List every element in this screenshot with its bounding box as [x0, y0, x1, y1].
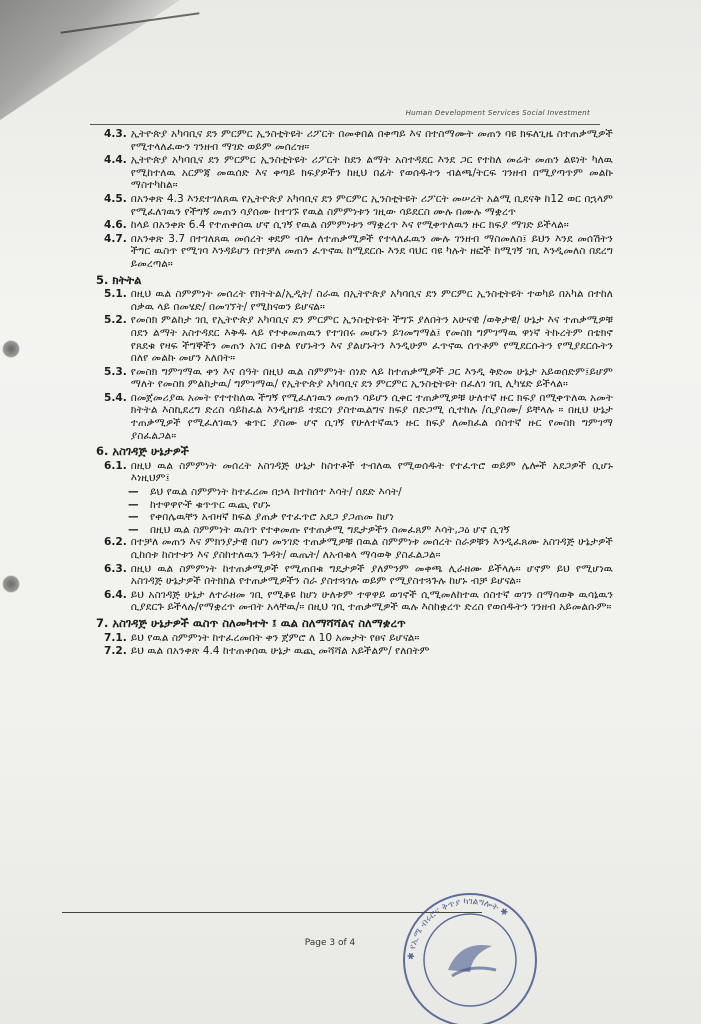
list-item: — በዚህ ዉል ስምምነት ዉስጥ የተቀመጡ የተጠቃሚ ግዴታዎችን ስመፈጸም እሳት,ጋዕ ሆኖ ሲገኝ	[128, 523, 510, 536]
clause-6-2: 6.2. በተቻለ መጠን እና ምክንያታዊ በሆነ መንገድ ተጠቃሚዎቹ በዉል ስምምነቱ መሰረት ስራዎቹን እንዲፈጸሙ አስገዳጅ ሁኔታዎች ሲከሰቱ ከስተቱን እና ያስከተለዉን ጉዳት/ ዉጤት/ ለአብቁላ ማሳወቅ ያስፈልጋል።	[104, 536, 613, 561]
clause-5-1: 5.1. በዚህ ዉል ስምምነት መሰረት የክትትል/ኢዲት/ ስራዉ በኢትዮጵያ አካባቢና ደን ምርምር ኢንስቲትዩት ተወካይ በአካል በተከለ ሰቃዉ ላይ በመሄድ/ በመገኘት/ የሚከናወን ይሆናል።	[104, 288, 613, 313]
page-header: Human Development Services Social Investment	[405, 109, 590, 117]
punch-hole	[2, 340, 20, 358]
section-4	[68, 128, 613, 271]
clause-7-2: 7.2. ይህ ዉል በአንቀጽ 4.4 ከተጠቀሰዉ ሁኔታ ዉጪ መሻሻል አይችልም/ የለበትም	[104, 645, 430, 658]
document-body	[68, 128, 613, 898]
list-item: — የቀበሌዉቸን አብዛኛ ክፍል ያጠቃ የተፈጥሮ አደጋ ያጋጠመ ከሆነ	[128, 511, 394, 524]
clause-7-1: 7.1. ይህ የዉል ስምምነት ከተፈረመበት ቀን ጀምሮ ለ 10 አመታት የፀና ይሆናል።	[104, 631, 420, 644]
section-5	[68, 288, 613, 442]
clause-6-4: 6.4. ይህ አስገዳጅ ሁኔታ ለተራዘመ ገቢ የሚቆዩ ከሆነ ሁለቱም ተዋዋይ ወገኖች ሲሚመለከተዉ ሰስተኛ ወገን በማሳወቅ ዉሳኔዉን ሲያደርጉ ይችላሉ/የማቋረጥ መብት አላቸዉ/። በዚህ ገቢ ተጠቃሚዎች ዉሉ እስከቋረጥ ድረስ የወሰዱትን ገንዘብ አይመልሱም።	[104, 588, 613, 614]
clause-5-2: 5.2. የመስክ ምልከታ ገቢ የኢትዮጵያ አካባቢና ደን ምርምር ኢንስቲትዩት ችግኙ ያለበትን አሁናዊ /ወቅታዊ/ ሁኔታ እና ተጠቃሚዎቹ በደን ልማት አስተዳደር እቅዱ ላይ የተቀመጠዉን የተገበሩ መሆኑን ይገመግማል፤ የመስክ ግምገማዉ ዋነኛ ትኩረትም በቴክኖ የጸደቁ የዛፍ ችግኞችን መጠን አገር በቀል የሆኑትን እና ያልሆኑትን እንዲሁም ፈጥኖዉ ሰጥቶም የሚደርሱትን የሚያደርሱትን በለየ መልኩ መሆን አለበት።	[104, 314, 613, 365]
section-6-heading: 6. አስገዳጅ ሁኔታዎች	[96, 444, 189, 459]
header-rule	[90, 124, 600, 125]
stamp-text: ✱ የኢሜ ብሩሮና ቅጥያ ካገልግሎት ✱	[406, 896, 510, 961]
clause-4-7: 4.7. በአንቀጽ 3.7 በተገለጸዉ መሰረት ቀደም ብሎ ለተጠቃሚዎች የተላለፈዉን ሙሉ ገንዘብ ማስመለስ፤ ይህን እንደ መሰሽትን ችግር ዉስጥ የሚገባ እንዳይሆን በተቻለ መጠን ፈጥኖዉ ከሚደርሱ እንደ ባህር ባዩ ካሉት ዘፎች ከሚገኝ ገቢ እንዲመለስ በደረግ ይመረጣል።	[104, 232, 613, 270]
clause-5-3: 5.3. የመስክ ግምገማዉ ቀን እና ሰዓት በዚህ ዉል ስምምነት ሰነድ ላይ ከተጠቃሚዎች ጋር እንዲ ቅድመ ሁኔታ አይወሰድም፤ይሆም ማለት የመስክ ምልከታዉ/ ግምገማዉ/ የኢትዮጵያ አካባቢና ደን ምርምር ኢንስቲትዩት በፈለገ ገቢ ሊካሄድ ይችላል።	[104, 365, 613, 391]
clause-6-1: 6.1. በዚህ ዉል ስምምነት መሰረት አስገዳጅ ሁኔታ ከስተቶች ተብለዉ የሚወሰዱት የተፈጥሮ ወይም ሌሎች አደጋዎች ሲሆኑ እነዚህም፤	[104, 459, 613, 485]
section-5-heading: 5. ክትትል	[96, 272, 142, 287]
section-6	[68, 460, 613, 614]
list-item: — ከተዋዋዮች ቁጥጥር ዉጪ የሆኑ	[128, 498, 271, 511]
page-number: Page 3 of 4	[304, 938, 356, 948]
clause-5-4: 5.4. በመጀመሪያዉ አመት የተተከለዉ ችግኝ የሚፈለገዉን መጠን ሳይሆን ሲቀር ተጠቃሚዎቹ ሁለተኛ ዙር ክፍያ በሚቀጥለዉ አመት ክትትል እስኪደረግ ድረስ ሳይከፈል እንዲዘገይ ተደርጎ ያስተዉልግና ክፍያ በድጋሚ ሲተከሉ /ሲያስሙ/ ይቸላሉ ። በዚህ ሁኔታ ተጠቃሚዎች የሚፈለገዉን ቁጥር ያስሙ ሆኖ ሲገኝ የሁለተኛዉን ዙር ክፍያ ለመክፈል ሰስተኛ ዙር የመስክ ግምገማ ያስፈልጋል።	[104, 391, 613, 442]
clause-4-6: 4.6. ከላይ በአንቀጽ 6.4 የተጠቀሰዉ ሆኖ ሲገኝ የዉል ስምምነቱን ማቋረጥ እና የሚቀጥለዉን ዙር ክፍያ ማገድ ይችላል።	[104, 219, 569, 232]
punch-hole	[2, 575, 20, 593]
list-item: — ይህ የዉል ስምምነት ከተፈረመ በኃላ ከተከሰተ እሳት/ ሰደድ እሳት/	[128, 486, 402, 499]
clause-4-4: 4.4. ኢትዮጵያ አካባቢና ደን ምርምር ኢንስቲትዩት ሪፖርት ከደን ልማት አስተዳደር እንደ ጋር የተከለ መሬት መጠን ልዩነት ካለዉ የሚከተለዉ አርምጃ መዉሰድ እና ቀጣይ ክፍያዎችን ከዚህ በፊት የወሰዱትን ብልጫ/ትርፍ ገንዘብ በሚያጣጥም መልኩ ማስተካከል።	[104, 154, 613, 192]
clause-6-3: 6.3. በዚህ ዉል ስምምነት ከተጠቃሚዎች የሚጠበቁ ግዴታዎች ያለምንም መቀጫ ሊራዘሙ ይችላሉ። ሆኖም ይህ የሚሆነዉ አስገዳጅ ሁኔታዎች በትክክል የተጠቃሚዎችን ስራ ያስተጓጎሉ ወይም የሚያስተጓጉሉ ከሆኑ ብቻ ይሆናል።	[104, 562, 613, 588]
clause-4-3: 4.3. ኢትዮጵያ አካባቢና ደን ምርምር ኢንስቲትዩት ሪፖርት በመቀበል በቀጣይ እና በተስማሙት መጠን ባዩ ክፍለጊዜ ስተጠቃሚዎች የሚተላለፈውን ገንዘብ ማገድ ወይም መሰረዝ።	[104, 128, 613, 153]
clause-6-1-bullets	[104, 486, 613, 536]
section-7	[68, 632, 613, 658]
clause-4-5: 4.5. በአንቀጽ 4.3 እንደተገለጸዉ የኢትዮጵያ አካባቢና ደን ምርምር ኢንስቲትዩት ሪፖርት መሠረት አልሚ ቢደናቅ ከ12 ወር በኋላም የሚፈለገዉን የችግኝ መጠን ሳያሰሙ ከተገኙ የዉል ስምምነቱን ገዚው ሳይደርስ ሙሉ በሙሉ ማቋረጥ	[104, 192, 613, 218]
svg-text:✱ የኢሜ ብሩሮና ቅጥያ ካገልግሎት ✱	[407, 897, 510, 960]
section-7-heading: 7. አስገዳጅ ሁኔታዎች ዉስጥ ስለመካተት ፤ ዉል ስለማሻሻልና ስለማቋረጥ	[96, 615, 406, 630]
official-stamp	[400, 890, 540, 1024]
